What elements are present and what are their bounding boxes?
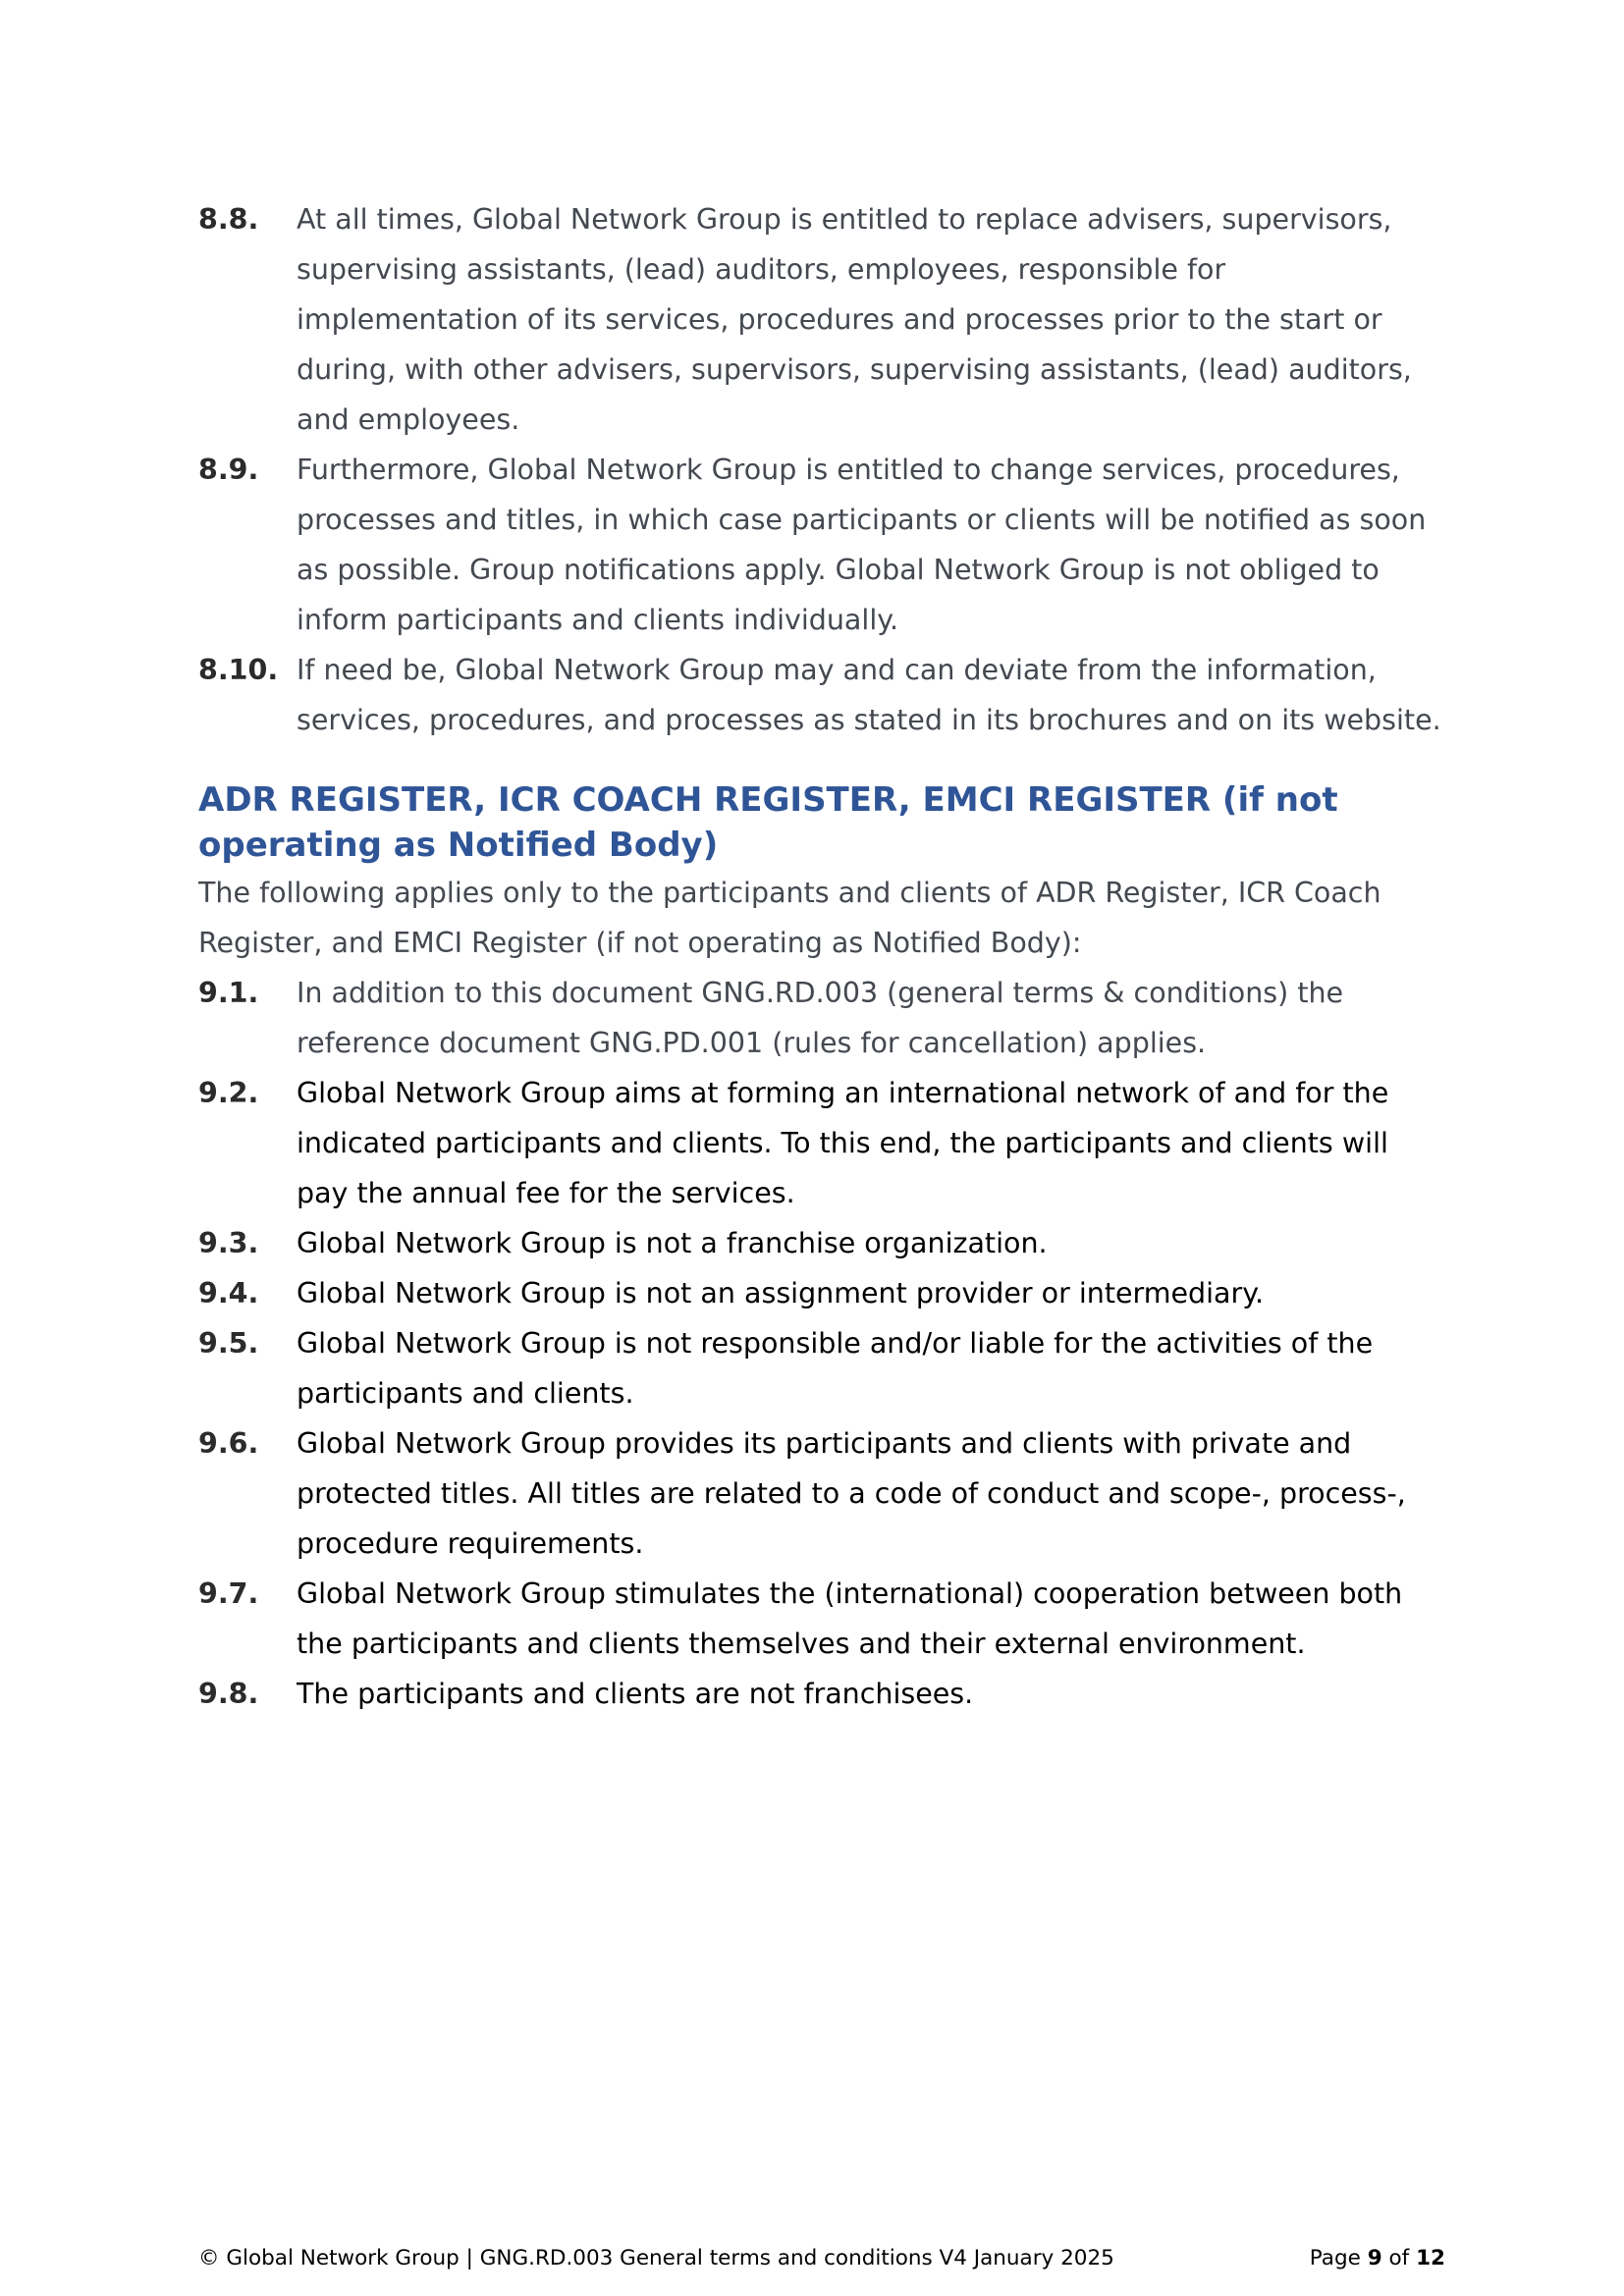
clause-text: Global Network Group aims at forming an international network of and for the indicated participants and clients. To this end, the participants and clients will pay the annual fee for the services.	[297, 1077, 1389, 1209]
clause-number: 8.9.	[198, 454, 259, 486]
clause-9-6	[198, 1418, 1445, 1569]
clause-9-7	[198, 1569, 1445, 1669]
clause-9-1	[198, 968, 1445, 1068]
clause-number: 8.10.	[198, 654, 279, 686]
page-of: of	[1388, 2246, 1410, 2270]
clause-text: In addition to this document GNG.RD.003 (general terms & conditions) the reference document GNG.PD.001 (rules for cancellation) applies.	[297, 977, 1344, 1059]
clause-text: The participants and clients are not franchisees.	[297, 1678, 974, 1710]
page-prefix: Page	[1309, 2246, 1361, 2270]
page-total: 12	[1416, 2246, 1445, 2270]
clause-text: Furthermore, Global Network Group is entitled to change services, procedures, processes and titles, in which case participants or clients will be notified as soon as possible. Group notifications apply. Global Network Group is not obliged to inform participants and clients individually.	[297, 454, 1427, 636]
clause-9-2	[198, 1068, 1445, 1218]
clause-number: 9.3.	[198, 1227, 259, 1259]
page-current: 9	[1367, 2246, 1382, 2270]
section-heading: ADR REGISTER, ICR COACH REGISTER, EMCI REGISTER (if not operating as Notified Body)	[198, 780, 1338, 865]
clause-text: Global Network Group stimulates the (international) cooperation between both the participants and clients themselves and their external environment.	[297, 1577, 1403, 1660]
clause-number: 9.6.	[198, 1427, 259, 1460]
clause-number: 9.7.	[198, 1577, 259, 1610]
clause-number: 9.1.	[198, 977, 259, 1009]
clause-8-10	[198, 645, 1445, 745]
page-footer	[198, 2245, 1445, 2272]
clause-number: 9.5.	[198, 1327, 259, 1360]
clause-text: Global Network Group is not a franchise organization.	[297, 1227, 1048, 1259]
clause-text: If need be, Global Network Group may and can deviate from the information, services, procedures, and processes as stated in its brochures and on its website.	[297, 654, 1441, 736]
clause-number: 9.4.	[198, 1277, 259, 1309]
clause-9-8	[198, 1669, 1445, 1719]
page-number	[1310, 2245, 1445, 2272]
clause-8-9	[198, 445, 1445, 645]
clause-text: Global Network Group is not responsible and/or liable for the activities of the participants and clients.	[297, 1327, 1374, 1410]
clause-number: 8.8.	[198, 203, 259, 236]
clause-9-5	[198, 1318, 1445, 1418]
clause-number: 9.8.	[198, 1678, 259, 1710]
clause-8-8	[198, 194, 1445, 445]
clause-number: 9.2.	[198, 1077, 259, 1109]
clause-9-4	[198, 1268, 1445, 1318]
clause-text: At all times, Global Network Group is entitled to replace advisers, supervisors, supervising assistants, (lead) auditors, employees, responsible for implementation of its services, procedures and processes prior to the start or during, with other advisers, supervisors, supervising assistants, (lead) auditors, and employees.	[297, 203, 1412, 436]
clause-9-3	[198, 1218, 1445, 1268]
page-content	[198, 194, 1445, 1719]
clause-text: Global Network Group is not an assignment provider or intermediary.	[297, 1277, 1265, 1309]
footer-document-info: © Global Network Group | GNG.RD.003 General terms and conditions V4 January 2025	[198, 2246, 1114, 2270]
section-intro: The following applies only to the participants and clients of ADR Register, ICR Coach Register, and EMCI Register (if not operating as Notified Body):	[198, 877, 1381, 959]
clause-text: Global Network Group provides its participants and clients with private and protected titles. All titles are related to a code of conduct and scope-, process-, procedure requirements.	[297, 1427, 1406, 1560]
